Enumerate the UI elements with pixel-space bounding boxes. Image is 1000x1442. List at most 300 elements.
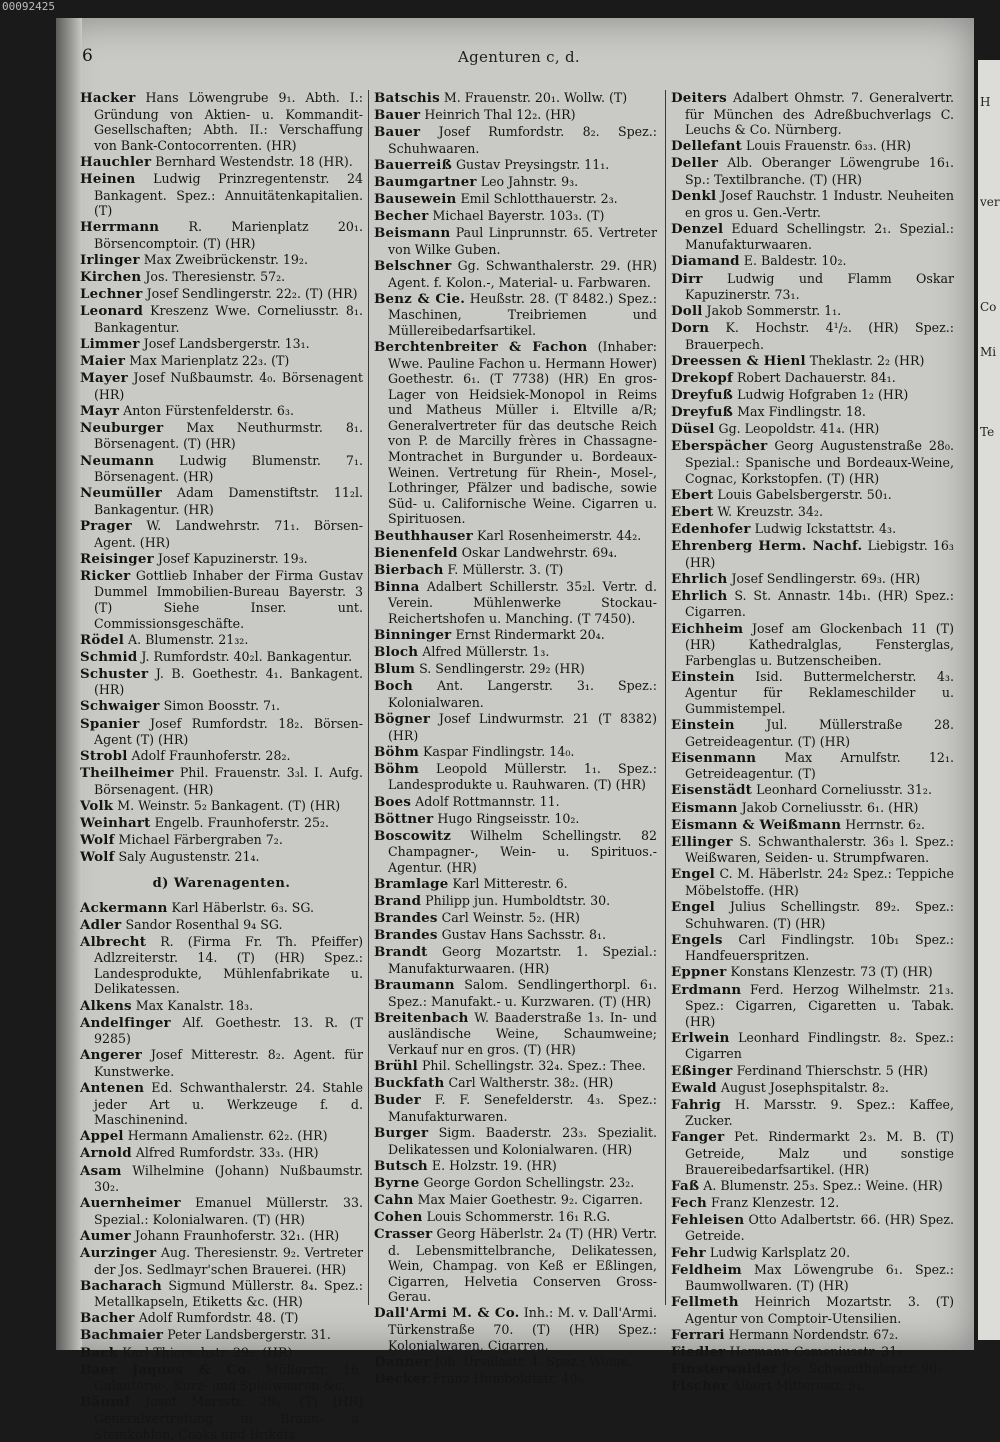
entry-details: Peter Landsbergerstr. 31.: [167, 1327, 331, 1343]
directory-entry: [374, 225, 657, 257]
entry-name: Einstein: [671, 668, 735, 685]
directory-entry: [80, 353, 363, 370]
entry-name: Back: [80, 1344, 119, 1361]
entry-details: K. Hochstr. 4¹/₂. (HR) Spez.: Brauerpech.: [685, 320, 954, 352]
entry-name: Andelfinger: [80, 1014, 171, 1031]
entry-details: Louis Gabelsbergerstr. 50₁.: [717, 486, 892, 502]
entry-details: Julius Schellingstr. 89₂. Spez.: Schuhwaren. (T) (HR): [685, 899, 954, 931]
directory-entry: [671, 1063, 954, 1080]
entry-details: Gg. Leopoldstr. 41₄. (HR): [718, 421, 880, 437]
entry-name: Brandes: [374, 927, 438, 944]
directory-entry: [671, 303, 954, 320]
entry-name: Rödel: [80, 631, 125, 648]
entry-name: Fehr: [671, 1244, 706, 1261]
directory-entry: [671, 504, 954, 521]
entry-details: Aug. Theresienstr. 9₂. Vertreter der Jos. Sedlmayr'schen Brauerei. (HR): [94, 1244, 363, 1277]
entry-details: Hugo Ringseisstr. 10₂.: [437, 810, 580, 826]
entry-details: Ludwig Ickstattstr. 4₃.: [754, 520, 897, 536]
entry-name: Eisenmann: [671, 749, 757, 766]
page-gutter-shadow: [56, 18, 82, 1350]
directory-entry: [80, 269, 363, 286]
directory-entry: [374, 644, 657, 661]
entry-details: Georg Augustenstraße 28₀. Spezial.: Spanische und Bordeaux-Weine, Cognac, Korkstopfen. (T) (HR): [685, 438, 954, 486]
directory-entry: [80, 403, 363, 420]
entry-name: Danner: [374, 1353, 431, 1370]
directory-entry: [80, 551, 363, 568]
entry-name: Cohen: [374, 1208, 423, 1225]
directory-entry: [671, 669, 954, 717]
entry-name: Bramlage: [374, 876, 449, 892]
entry-name: Cahn: [374, 1191, 414, 1208]
entry-details: Josef Rumfordstr. 18₂. Börsen-Agent (T) (HR): [94, 715, 363, 748]
directory-entry: [374, 910, 657, 927]
directory-entry: [374, 744, 657, 761]
entry-details: Franz Humboldtstr. 40₀.: [432, 1370, 587, 1386]
entry-details: R. Marienplatz 20₁. Börsencomptoir. (T) (HR): [94, 219, 363, 251]
adjacent-page-strip: [978, 60, 1000, 1340]
entry-details: Isid. Buttermelcherstr. 4₃. Agentur für Reklameschilder u. Gummistempel.: [685, 668, 954, 716]
directory-entry: [374, 893, 657, 910]
directory-entry: [374, 1010, 657, 1058]
entry-details: Josef Marsstr. 29₀. (T) (HR) Generalvertretung in Braun- u. Steinkohlen, Coaks und Brikets.: [94, 1394, 363, 1442]
column-3: [671, 90, 954, 1395]
directory-entry: [671, 621, 954, 669]
directory-entry: [80, 568, 363, 631]
directory-entry: [80, 934, 363, 997]
entry-name: Einstein: [671, 717, 735, 734]
entry-details: Josef Sendlingerstr. 22₂. (T) (HR): [146, 286, 358, 302]
entry-name: Bauerreiß: [374, 156, 452, 173]
entry-name: Ebert: [671, 486, 714, 503]
entry-details: Leonhard Findlingstr. 8₂. Spez.: Cigarren: [685, 1029, 954, 1062]
entry-name: Berchtenbreiter & Fachon: [374, 338, 588, 355]
entry-name: Denkl: [671, 188, 717, 205]
directory-entry: [80, 252, 363, 269]
entry-details: Karl Thierschstr. 29₂. (HR): [122, 1344, 293, 1360]
entry-name: Alkens: [80, 997, 132, 1014]
directory-entry: [671, 1195, 954, 1212]
entry-name: Crasser: [374, 1225, 433, 1242]
entry-name: Albrecht: [80, 933, 147, 950]
entry-details: Josef Sendlingerstr. 69₃. (HR): [731, 570, 921, 586]
page-number: 6: [82, 46, 93, 66]
directory-entry: [80, 832, 363, 849]
entry-name: Brandt: [374, 944, 428, 961]
entry-name: Hacker: [80, 90, 136, 106]
entry-details: Heinrich Thal 12₂. (HR): [424, 107, 576, 123]
directory-entry: [80, 748, 363, 765]
entry-name: Adler: [80, 916, 122, 933]
directory-entry: [80, 1228, 363, 1245]
entry-name: Heinen: [80, 170, 136, 187]
entry-name: Breitenbach: [374, 1009, 469, 1026]
directory-entry: [80, 154, 363, 171]
directory-entry: [80, 90, 363, 153]
directory-entry: [80, 815, 363, 832]
entry-details: Max Marienplatz 22₃. (T): [129, 353, 290, 368]
entry-details: Philipp jun. Humboldtstr. 30.: [425, 893, 611, 909]
entry-name: Schuster: [80, 665, 149, 682]
entry-name: Eßinger: [671, 1062, 733, 1079]
entry-name: Eismann: [671, 799, 738, 816]
entry-details: S. Sendlingerstr. 29₂ (HR): [419, 661, 585, 677]
entry-details: Max Kanalstr. 18₃.: [135, 997, 254, 1013]
directory-entry: [80, 716, 363, 748]
entry-name: Wolf: [80, 832, 115, 849]
directory-entry: [80, 1145, 363, 1162]
entry-name: Weinhart: [80, 815, 151, 832]
column-2: [374, 90, 658, 1387]
column-rule: [665, 90, 666, 1305]
entry-name: Buder: [374, 1092, 421, 1109]
directory-entry: [80, 1245, 363, 1277]
entry-name: Ehrlich: [671, 587, 728, 604]
entry-details: Salom. Sendlingerthorpl. 6₁. Spez.: Manufakt.- u. Kurzwaren. (T) (HR): [388, 977, 657, 1009]
directory-entry: [671, 1344, 954, 1361]
entry-name: Eismann & Weißmann: [671, 816, 842, 833]
directory-entry: [374, 562, 657, 579]
entry-details: Karl Mitterestr. 6.: [452, 876, 568, 891]
directory-entry: [374, 828, 657, 876]
directory-entry: [374, 208, 657, 225]
entry-name: Decker: [374, 1370, 429, 1387]
entry-name: Bauer: [374, 124, 421, 141]
entry-name: Drekopf: [671, 370, 733, 387]
entry-name: Bacher: [80, 1310, 135, 1327]
directory-entry: [671, 404, 954, 421]
directory-entry: [80, 286, 363, 303]
directory-entry: [80, 336, 363, 353]
directory-entry: [80, 518, 363, 550]
entry-name: Eichheim: [671, 620, 744, 637]
entry-details: M. Weinstr. 5₂ Bankagent. (T) (HR): [117, 798, 341, 814]
entry-name: Ehrenberg Herm. Nachf.: [671, 538, 863, 555]
directory-entry: [374, 761, 657, 793]
entry-details: Ant. Langerstr. 3₁. Spez.: Kolonialwaren.: [388, 678, 657, 710]
entry-name: Brand: [374, 893, 422, 910]
directory-entry: [374, 339, 657, 527]
entry-name: Faß: [671, 1177, 700, 1194]
entry-name: Belschner: [374, 257, 452, 274]
entry-details: Ernst Rindermarkt 20₄.: [455, 627, 605, 643]
entry-details: Josef Rumfordstr. 8₂. Spez.: Schuhwaaren.: [388, 124, 657, 156]
entry-details: Alb. Oberanger Löwengrube 16₁. Sp.: Textilbranche. (T) (HR): [685, 155, 954, 187]
adjacent-page-fragment: Mi: [980, 345, 997, 359]
running-title: Agenturen c, d.: [458, 48, 580, 66]
entry-details: Jos. Theresienstr. 57₂.: [145, 269, 286, 285]
entry-details: Max Neuthurmstr. 8₁. Börsenagent. (T) (HR): [94, 419, 363, 452]
directory-entry: [671, 138, 954, 155]
directory-entry: [80, 1015, 363, 1047]
entry-name: Edenhofer: [671, 520, 751, 537]
entry-name: Bäuml: [80, 1394, 130, 1411]
directory-entry: [374, 1092, 657, 1124]
entry-name: Eberspächer: [671, 438, 768, 455]
directory-entry: [671, 1262, 954, 1294]
entry-name: Bloch: [374, 644, 419, 661]
directory-entry: [671, 750, 954, 782]
entry-details: Franz Klenzestr. 12.: [711, 1194, 840, 1210]
entry-details: Engelb. Fraunhoferstr. 25₂.: [154, 815, 330, 831]
entry-name: Theilheimer: [80, 765, 174, 782]
directory-entry: [374, 157, 657, 174]
entry-details: Albert Mitterestr. 5₃.: [732, 1378, 865, 1394]
entry-details: Max Arnulfstr. 12₁. Getreideagentur. (T): [685, 749, 954, 782]
entry-name: Batschis: [374, 90, 440, 106]
entry-details: Alf. Goethestr. 13. R. (T 9285): [94, 1014, 363, 1047]
entry-details: S. Schwanthalerstr. 36₃ l. Spez.: Weißwaren, Seiden- u. Strumpfwaren.: [685, 833, 954, 866]
entry-details: Adalbert Schillerstr. 35₂l. Vertr. d. Verein. Mühlenwerke Stockau-Reichertshofen u. Manching. (T 7450).: [388, 578, 657, 626]
entry-name: Limmer: [80, 335, 140, 352]
entry-name: Brandes: [374, 910, 438, 927]
entry-name: Braumann: [374, 977, 455, 994]
entry-details: Josef am Glockenbach 11 (T) (HR) Kathedralglas, Fensterglas, Farbenglas u. Butzenscheiben.: [685, 620, 954, 668]
directory-entry: [80, 1394, 363, 1442]
directory-entry: [374, 1125, 657, 1157]
entry-name: Becher: [374, 208, 429, 225]
entry-name: Irlinger: [80, 251, 140, 268]
directory-entry: [671, 487, 954, 504]
entry-details: Carl Findlingstr. 10b₁ Spez.: Handfeuerspritzen.: [685, 931, 954, 964]
directory-entry: [80, 1345, 363, 1362]
directory-entry: [671, 717, 954, 749]
directory-entry: [374, 1192, 657, 1209]
directory-entry: [80, 303, 363, 335]
directory-entry: [671, 1361, 954, 1378]
entry-details: Leopold Müllerstr. 1₁. Spez.: Landesprodukte u. Rauhwaren. (T) (HR): [388, 760, 657, 793]
entry-name: Hauchler: [80, 153, 152, 170]
entry-details: Paul Linprunnstr. 65. Vertreter von Wilke Guben.: [388, 225, 657, 257]
entry-name: Bögner: [374, 711, 431, 728]
entry-details: A. Blumenstr. 25₃. Spez.: Weine. (HR): [703, 1177, 943, 1193]
entry-name: Ebert: [671, 503, 714, 520]
directory-entry: [671, 1294, 954, 1326]
entry-name: Maier: [80, 353, 126, 369]
entry-details: Ferdinand Thierschstr. 5 (HR): [736, 1062, 929, 1078]
entry-details: Hermann Amalienstr. 62₂. (HR): [127, 1128, 328, 1144]
directory-entry: [374, 191, 657, 208]
entry-details: Adolf Rottmannstr. 11.: [415, 793, 560, 809]
directory-entry: [80, 1080, 363, 1128]
entry-details: Sigm. Baaderstr. 23₃. Spezialit. Delikatessen und Kolonialwaren. (HR): [388, 1124, 657, 1157]
entry-details: F. Müllerstr. 3. (T): [447, 561, 564, 577]
directory-entry: [671, 817, 954, 834]
directory-entry: [374, 1226, 657, 1305]
entry-name: Aumer: [80, 1227, 131, 1244]
directory-entry: [671, 438, 954, 486]
entry-name: Eisenstädt: [671, 782, 753, 799]
entry-name: Bachmaier: [80, 1327, 164, 1344]
entry-details: Johann Fraunhoferstr. 32₁. (HR): [134, 1227, 340, 1243]
entry-details: J. B. Goethestr. 4₁. Bankagent. (HR): [94, 665, 363, 698]
entry-details: Ed. Schwanthalerstr. 24. Stahle jeder Art u. Werkzeuge f. d. Maschinenind.: [94, 1080, 363, 1128]
entry-details: Inh.: M. v. Dall'Armi. Türkenstraße 70. (T) (HR) Spez.: Kolonialwaren, Cigarren.: [388, 1305, 657, 1353]
directory-entry: [671, 221, 954, 253]
entry-details: August Josephspitalstr. 8₂.: [720, 1079, 889, 1095]
entry-name: Arnold: [80, 1145, 132, 1162]
entry-details: (Inhaber: Wwe. Pauline Fachon u. Hermann Hower) Goethestr. 6₁. (T 7738) (HR) En gros-Lager von Heidsiek-Monopol in Reims und Matheus Müller i. Eltville a/R; Generalvertreter für das deutsche Reich von P. de Marcilly frères in Chassagne-Montrachet in Burgunder u. Bordeaux-Weinen. Vertretung für Rhein-, Mosel-, Lothringer, Pfälzer und badische, sowie Süd- u. Californische Weine. Cigarren u. Spirituosen.: [388, 338, 657, 527]
entry-name: Prager: [80, 517, 132, 534]
entry-name: Doll: [671, 303, 703, 320]
entry-details: R. (Firma Fr. Th. Pfeiffer) Adlzreiterstr. 14. (T) (HR) Spez.: Landesprodukte, Mühlenfabrikate u. Delikatessen.: [94, 933, 363, 997]
directory-entry: [671, 1030, 954, 1062]
directory-entry: [374, 1305, 657, 1353]
directory-entry: [671, 188, 954, 220]
entry-name: Boes: [374, 793, 412, 810]
entry-name: Mayer: [80, 370, 128, 387]
directory-entry: [374, 258, 657, 290]
entry-details: C. M. Häberlstr. 24₂ Spez.: Teppiche Möbelstoffe. (HR): [685, 866, 954, 898]
document-page: [56, 18, 974, 1442]
entry-details: Georg Häberlstr. 2₄ (T) (HR) Vertr. d. Lebensmittelbranche, Delikatessen, Wein, Champag. von Keß er Eßlingen, Cigarren, Helvetia Conserven Gross-Gerau.: [388, 1225, 657, 1305]
directory-entry: [374, 528, 657, 545]
directory-entry: [374, 1075, 657, 1092]
directory-entry: [374, 944, 657, 976]
entry-name: Butsch: [374, 1157, 428, 1174]
column-rule: [368, 90, 369, 1305]
directory-entry: [671, 899, 954, 931]
directory-entry: [671, 1080, 954, 1097]
entry-details: Heinrich Mozartstr. 3. (T) Agentur von Comptoir-Utensilien.: [685, 1294, 954, 1326]
directory-entry: [671, 834, 954, 866]
directory-entry: [374, 1354, 657, 1371]
entry-name: Byrne: [374, 1174, 420, 1191]
entry-name: Diamand: [671, 253, 740, 270]
directory-entry: [80, 1163, 363, 1195]
entry-name: Mayr: [80, 402, 120, 419]
directory-entry: [671, 90, 954, 138]
entry-name: Burger: [374, 1124, 429, 1141]
entry-details: Adolf Fraunhoferstr. 28₂.: [131, 748, 291, 764]
entry-details: Phil. Frauenstr. 3₃l. I. Aufg. Börsenagent. (HR): [94, 765, 363, 797]
entry-name: Dreessen & Hienl: [671, 353, 806, 369]
entry-details: Emanuel Müllerstr. 33. Spezial.: Kolonialwaren. (T) (HR): [94, 1195, 363, 1227]
entry-details: Anton Fürstenfelderstr. 6₃.: [123, 402, 294, 418]
entry-name: Neuburger: [80, 419, 164, 436]
directory-entry: [374, 711, 657, 743]
entry-details: Pet. Rindermarkt 2₃. M. B. (T) Getreide, Malz und sonstige Brauereibedarfsartikel. (HR): [685, 1129, 954, 1177]
entry-name: Beuthhauser: [374, 527, 473, 544]
directory-entry: [671, 800, 954, 817]
entry-details: Max Zweibrückenstr. 19₂.: [143, 251, 308, 267]
entry-name: Dellefant: [671, 138, 742, 155]
entry-details: Gottlieb Inhaber der Firma Gustav Dummel Immobilien-Bureau Bayerstr. 3 (T) Siehe Inser. unt. Commissionsgeschäfte.: [94, 567, 363, 631]
entry-details: Carl Weinstr. 5₂. (HR): [441, 910, 580, 926]
entry-details: Ludwig Prinzregentenstr. 24 Bankagent. Spez.: Annuitätenkapitalien. (T): [94, 170, 363, 219]
directory-entry: [80, 485, 363, 517]
directory-entry: [80, 420, 363, 452]
directory-entry: [374, 579, 657, 627]
entry-details: Adalbert Ohmstr. 7. Generalvertr. für München des Adreßbuchverlags C. Leuchs & Co. Nürnberg.: [685, 90, 954, 138]
directory-entry: [374, 1371, 657, 1388]
entry-details: Ludwig Hofgraben 1₂ (HR): [737, 387, 909, 403]
entry-details: Leonhard Corneliusstr. 31₂.: [756, 782, 932, 798]
entry-name: Baumgartner: [374, 173, 477, 190]
entry-name: Neumüller: [80, 485, 162, 502]
directory-entry: [671, 1178, 954, 1195]
directory-entry: [80, 453, 363, 485]
entry-name: Leonard: [80, 303, 144, 320]
entry-name: Aurzinger: [80, 1244, 157, 1261]
entry-name: Appel: [80, 1128, 124, 1145]
directory-entry: [374, 1158, 657, 1175]
entry-details: Ferd. Herzog Wilhelmstr. 21₃. Spez.: Cigarren, Cigaretten u. Tabak. (HR): [685, 981, 954, 1029]
entry-details: Saly Augustenstr. 21₄.: [118, 849, 260, 865]
directory-entry: [671, 1378, 954, 1395]
entry-name: Dirr: [671, 270, 703, 287]
entry-details: Max Löwengrube 6₁. Spez.: Baumwollwaren. (T) (HR): [685, 1261, 954, 1294]
entry-details: Hans Löwengrube 9₁. Abth. I.: Gründung von Aktien- u. Kommandit-Gesellschaften; Abth. II.: Verschaffung von Bank-Contocorrenten. (HR): [94, 90, 363, 153]
entry-details: Kaspar Findlingstr. 14₀.: [422, 743, 575, 759]
entry-details: Gustav Preysingstr. 11₁.: [455, 156, 610, 172]
entry-name: Boch: [374, 678, 413, 695]
adjacent-page-fragment: ver: [980, 195, 1000, 209]
directory-entry: [80, 1327, 363, 1344]
entry-name: Bierbach: [374, 561, 444, 578]
entry-details: George Gordon Schellingstr. 23₂.: [423, 1174, 635, 1190]
entry-name: Böhm: [374, 743, 419, 760]
directory-entry: [374, 291, 657, 339]
entry-details: Bernhard Westendstr. 18 (HR).: [155, 153, 353, 169]
directory-entry: [671, 370, 954, 387]
entry-name: Ferrari: [671, 1327, 725, 1344]
entry-details: Oskar Landwehrstr. 69₄.: [461, 544, 618, 560]
directory-entry: [374, 1058, 657, 1075]
entry-details: Josef Kapuzinerstr. 19₃.: [157, 550, 308, 566]
entry-name: Ehrlich: [671, 570, 728, 587]
entry-name: Baer Jaques & Co.: [80, 1361, 252, 1378]
entry-details: Louis Schommerstr. 16₁ R.G.: [426, 1208, 611, 1224]
directory-entry: [80, 917, 363, 934]
entry-details: Josef Lindwurmstr. 21 (T 8382) (HR): [388, 711, 657, 743]
entry-details: Ludwig Blumenstr. 7₁. Börsenagent. (HR): [94, 452, 363, 485]
entry-details: Max Maier Goethestr. 9₂. Cigarren.: [417, 1191, 643, 1207]
entry-details: Phil. Schellingstr. 32₄. Spez.: Thee.: [421, 1058, 646, 1074]
directory-entry: [671, 1327, 954, 1344]
entry-name: Neumann: [80, 452, 155, 469]
directory-entry: [80, 370, 363, 402]
entry-details: F. F. Senefelderstr. 4₃. Spez.: Manufakturwaren.: [388, 1092, 657, 1124]
entry-name: Binna: [374, 578, 420, 595]
adjacent-page-fragment: Co: [980, 300, 997, 314]
entry-name: Fellmeth: [671, 1294, 739, 1311]
entry-name: Wolf: [80, 849, 115, 866]
directory-entry: [671, 964, 954, 981]
directory-entry: [671, 387, 954, 404]
entry-name: Eppner: [671, 964, 727, 981]
entry-name: Brühl: [374, 1058, 418, 1075]
entry-name: Auernheimer: [80, 1195, 181, 1212]
directory-entry: [80, 900, 363, 917]
entry-details: Heußstr. 28. (T 8482.) Spez.: Maschinen, Treibriemen und Müllereibedarfsartikel.: [388, 290, 658, 338]
directory-entry: [374, 876, 657, 893]
entry-name: Fischer: [671, 1378, 728, 1395]
directory-entry: [671, 1245, 954, 1262]
entry-name: Deiters: [671, 90, 727, 106]
entry-details: S. St. Annastr. 14b₁. (HR) Spez.: Cigarren.: [685, 587, 954, 620]
directory-entry: [80, 849, 363, 866]
entry-details: Jakob Sommerstr. 1₁.: [706, 303, 842, 319]
entry-details: H. Marsstr. 9. Spez.: Kaffee, Zucker.: [685, 1096, 954, 1129]
entry-name: Dorn: [671, 320, 710, 337]
entry-name: Engel: [671, 866, 715, 883]
entry-name: Engels: [671, 931, 723, 948]
directory-entry: [80, 1047, 363, 1079]
directory-entry: [671, 271, 954, 303]
directory-entry: [80, 1195, 363, 1227]
entry-name: Fanger: [671, 1129, 725, 1146]
entry-name: Deller: [671, 155, 719, 172]
